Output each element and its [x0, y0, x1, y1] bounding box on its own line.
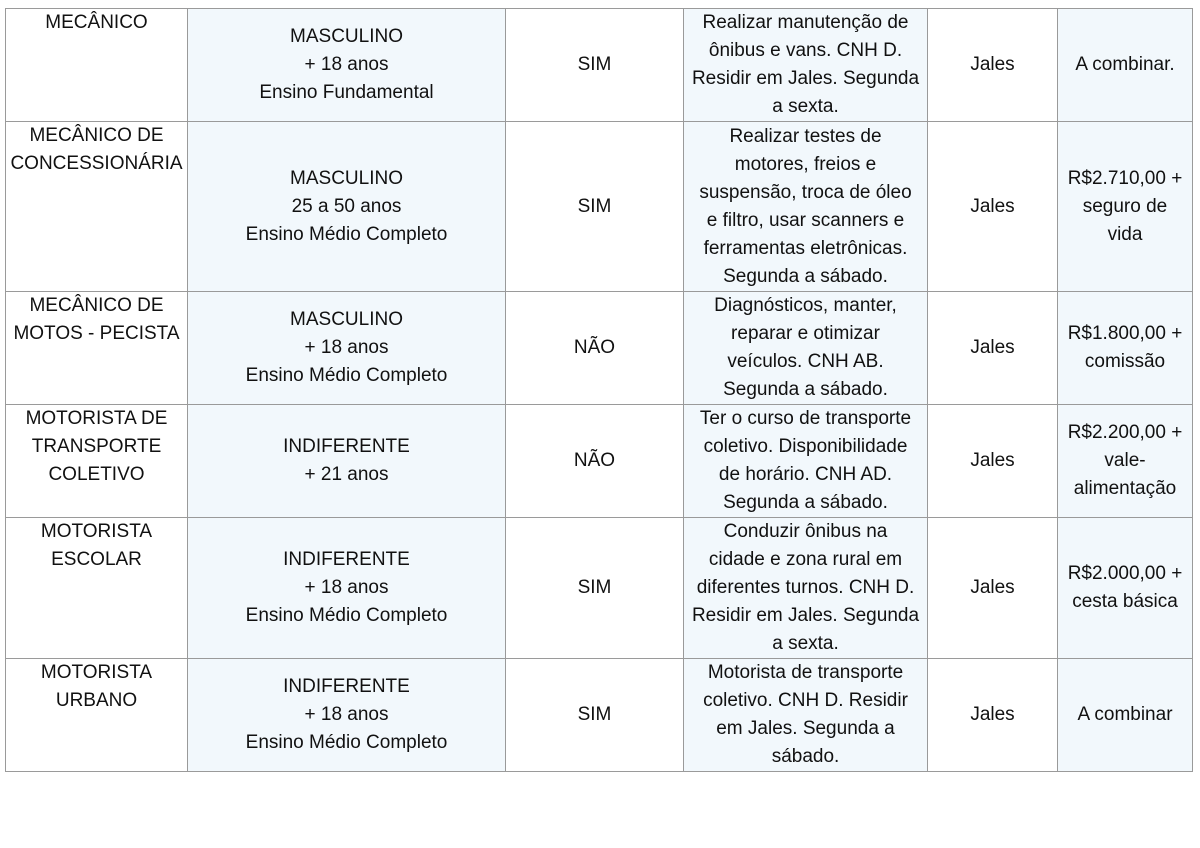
cell-experiencia: SIM [506, 518, 684, 659]
cell-descricao: Realizar testes de motores, freios e suspensão, troca de óleo e filtro, usar scanners e ferramentas eletrônicas. Segunda a sábado. [684, 122, 928, 292]
cell-perfil: INDIFERENTE + 18 anos Ensino Médio Completo [188, 518, 506, 659]
job-listings-table [5, 8, 1193, 772]
cell-cargo: MECÂNICO DE MOTOS - PECISTA [6, 292, 188, 405]
cell-cargo: MOTORISTA ESCOLAR [6, 518, 188, 659]
table-row [6, 292, 1193, 405]
cell-experiencia: SIM [506, 659, 684, 772]
cell-salario: A combinar [1058, 659, 1193, 772]
cell-descricao: Conduzir ônibus na cidade e zona rural em diferentes turnos. CNH D. Residir em Jales. Segunda a sexta. [684, 518, 928, 659]
cell-cidade: Jales [928, 9, 1058, 122]
table-row [6, 122, 1193, 292]
cell-cargo: MECÂNICO [6, 9, 188, 122]
cell-experiencia: SIM [506, 9, 684, 122]
cell-descricao: Realizar manutenção de ônibus e vans. CNH D. Residir em Jales. Segunda a sexta. [684, 9, 928, 122]
table-row [6, 405, 1193, 518]
cell-salario: A combinar. [1058, 9, 1193, 122]
cell-cidade: Jales [928, 405, 1058, 518]
cell-descricao: Diagnósticos, manter, reparar e otimizar veículos. CNH AB. Segunda a sábado. [684, 292, 928, 405]
cell-perfil: MASCULINO + 18 anos Ensino Fundamental [188, 9, 506, 122]
cell-perfil: INDIFERENTE + 21 anos [188, 405, 506, 518]
cell-perfil: MASCULINO + 18 anos Ensino Médio Completo [188, 292, 506, 405]
cell-perfil: INDIFERENTE + 18 anos Ensino Médio Completo [188, 659, 506, 772]
table-row [6, 518, 1193, 659]
cell-experiencia: NÃO [506, 292, 684, 405]
cell-cidade: Jales [928, 518, 1058, 659]
table-row [6, 9, 1193, 122]
cell-experiencia: SIM [506, 122, 684, 292]
cell-cidade: Jales [928, 122, 1058, 292]
cell-cidade: Jales [928, 659, 1058, 772]
cell-cidade: Jales [928, 292, 1058, 405]
cell-salario: R$1.800,00 + comissão [1058, 292, 1193, 405]
cell-cargo: MECÂNICO DE CONCESSIONÁRIA [6, 122, 188, 292]
cell-descricao: Ter o curso de transporte coletivo. Disponibilidade de horário. CNH AD. Segunda a sábado. [684, 405, 928, 518]
cell-salario: R$2.710,00 + seguro de vida [1058, 122, 1193, 292]
cell-salario: R$2.200,00 + vale- alimentação [1058, 405, 1193, 518]
cell-cargo: MOTORISTA DE TRANSPORTE COLETIVO [6, 405, 188, 518]
cell-cargo: MOTORISTA URBANO [6, 659, 188, 772]
cell-perfil: MASCULINO 25 a 50 anos Ensino Médio Completo [188, 122, 506, 292]
table-row [6, 659, 1193, 772]
cell-experiencia: NÃO [506, 405, 684, 518]
cell-descricao: Motorista de transporte coletivo. CNH D. Residir em Jales. Segunda a sábado. [684, 659, 928, 772]
cell-salario: R$2.000,00 + cesta básica [1058, 518, 1193, 659]
